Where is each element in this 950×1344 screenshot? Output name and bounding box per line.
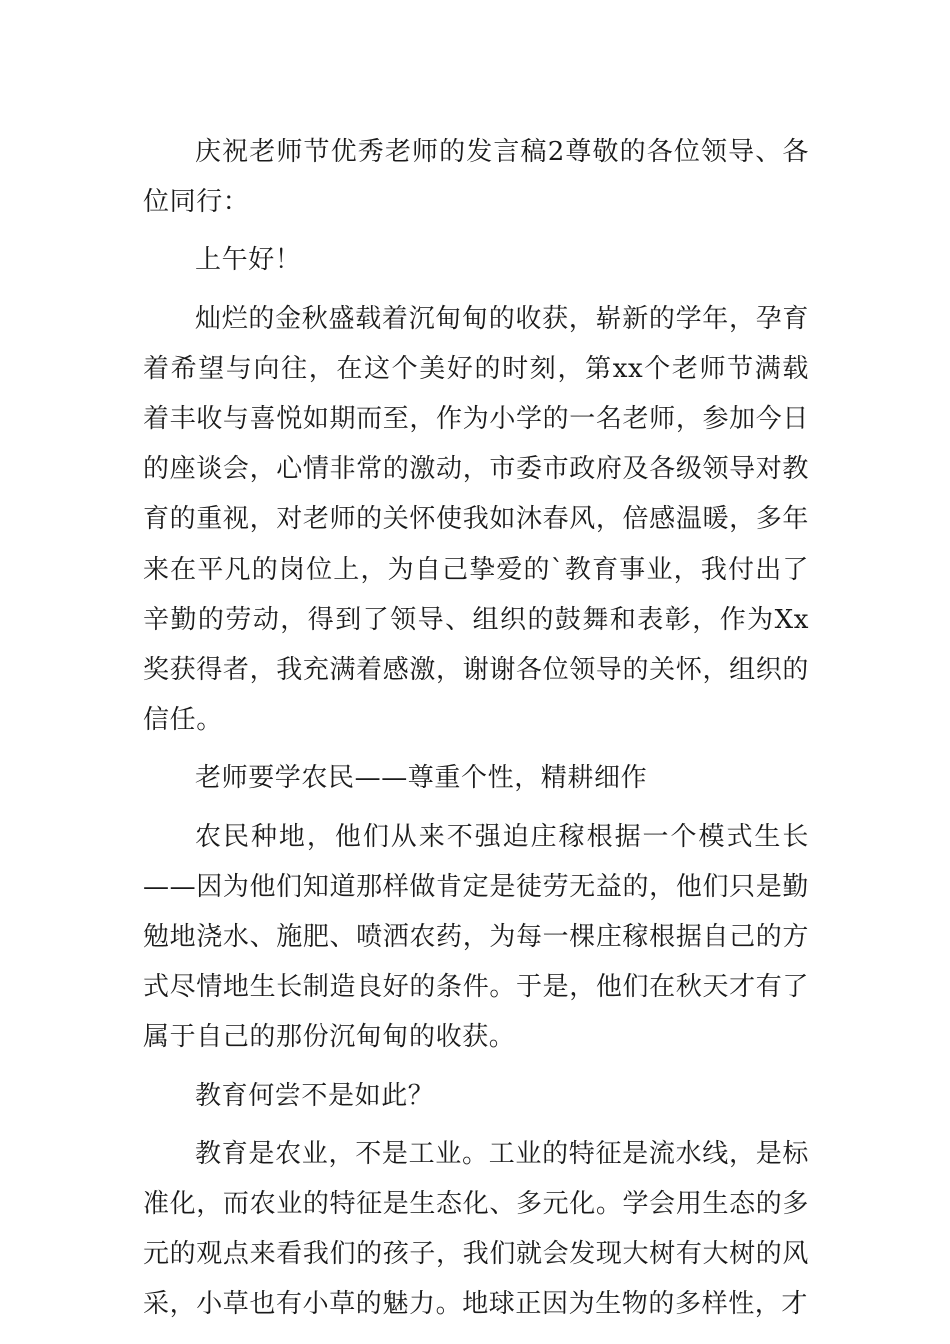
document-body (143, 127, 809, 1330)
paragraph-farmers: 农民种地，他们从来不强迫庄稼根据一个模式生长——因为他们知道那样做肯定是徒劳无益的，他们只是勤勉地浇水、施肥、喷洒农药，为每一棵庄稼根据自己的方式尽情地生长制造良好的条件。于是，他们在秋天才有了属于自己的那份沉甸甸的收获。 (143, 821, 809, 1053)
paragraph-question: 教育何尝不是如此？ (195, 1080, 435, 1111)
paragraph-section-heading: 老师要学农民——尊重个性，精耕细作 (195, 763, 648, 794)
paragraph-greeting: 上午好！ (195, 245, 302, 276)
paragraph-education-agriculture: 教育是农业，不是工业。工业的特征是流水线，是标准化，而农业的特征是生态化、多元化。学会用生态的多元的观点来看我们的孩子，我们就会发现大树有大树的风采，小草也有小草的魅力。地球正因为生物的多样性，才 (143, 1138, 809, 1320)
paragraph-opening: 庆祝老师节优秀老师的发言稿2尊敬的各位领导、各位同行： (143, 137, 809, 218)
paragraph-introduction: 灿烂的金秋盛载着沉甸甸的收获，崭新的学年，孕育着希望与向往，在这个美好的时刻，第xx个老师节满载着丰收与喜悦如期而至，作为小学的一名老师，参加今日的座谈会，心情非常的激动，市委市政府及各级领导对教育的重视，对老师的关怀使我如沐春风，倍感温暖，多年来在平凡的岗位上，为自己挚爱的`教育事业，我付出了辛勤的劳动，得到了领导、组织的鼓舞和表彰，作为Xx奖获得者，我充满着感激，谢谢各位领导的关怀，组织的信任。 (143, 303, 809, 736)
